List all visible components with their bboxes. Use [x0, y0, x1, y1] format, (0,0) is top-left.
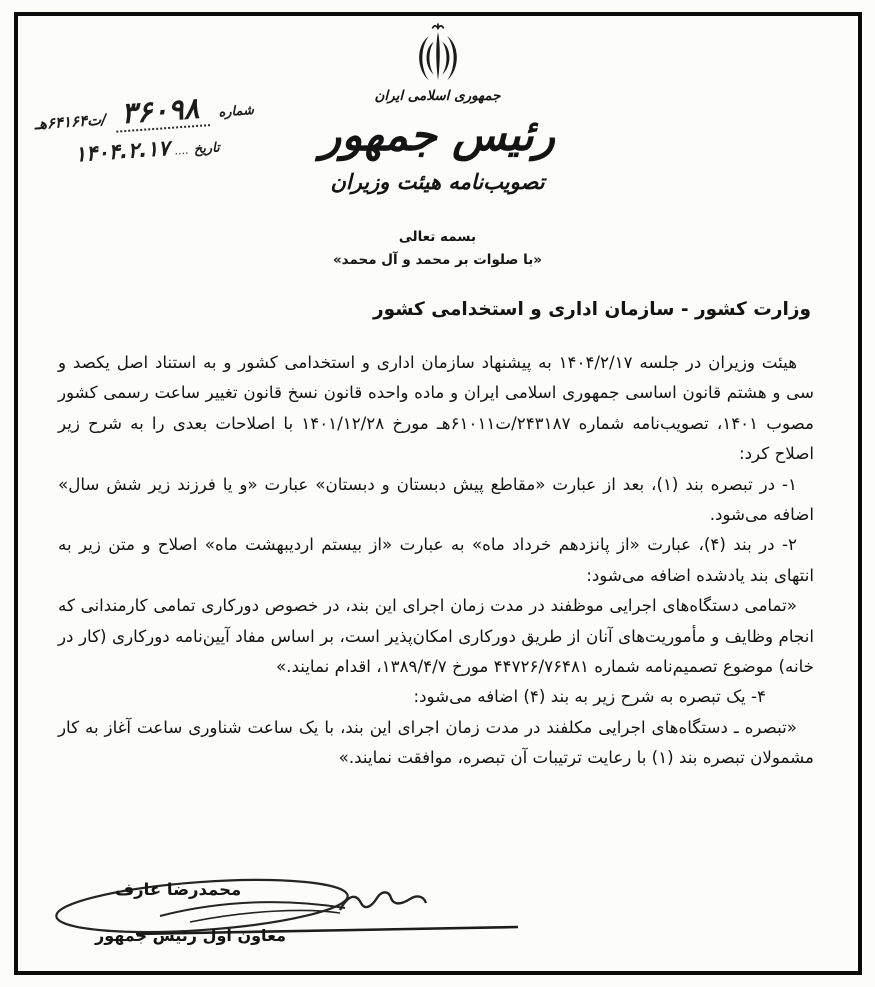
invocation-block: [0, 229, 875, 268]
date-value: ۱۴۰۴.۲.۱۷: [73, 135, 171, 167]
date-label: تاریخ: [193, 140, 221, 158]
addressee-line: وزارت کشور - سازمان اداری و استخدامی کشور: [372, 299, 811, 320]
signer-name: محمدرضا عارف: [115, 880, 242, 899]
paragraph-clause-1: ۱- در تبصره بند (۱)، بعد از عبارت «مقاطع پیش دبستان و دبستان» عبارت «و یا فرزند زیر شش سال» اضافه می‌شود.: [58, 473, 814, 525]
paragraph-clause-2: ۲- در بند (۴)، عبارت «از پانزدهم خرداد ماه» به عبارت «از بیستم اردیبهشت ماه» اصلاح و متن زیر به انتهای بند یادشده اضافه می‌شود:: [58, 534, 814, 585]
signer-title: معاون اول رئیس جمهور: [95, 926, 286, 945]
republic-label: جمهوری اسلامی ایران: [374, 88, 501, 104]
signature-block: [40, 858, 540, 976]
document-type-title: تصویب‌نامه هیئت وزیران: [330, 169, 545, 194]
date-dots: ....: [174, 143, 190, 158]
iran-emblem-icon: [409, 22, 467, 86]
paragraph-clause-4: ۴- یک تبصره به شرح زیر به بند (۴) اضافه می‌شود:: [413, 686, 766, 707]
paragraph-preamble: هیئت وزیران در جلسه ۱۴۰۴/۲/۱۷ به پیشنهاد سازمان اداری و استخدامی کشور و به استناد اصل یکصد و سی و هشتم قانون اساسی جمهوری اسلامی ایران و ماده واحده قانون نسخ قانون تغییر ساعت رسمی کشور مصوب ۱۴۰۱، تصویب‌نامه شماره ۲۴۳۱۸۷/ت۶۱۰۱۱هـ مورخ ۱۴۰۱/۱۲/۲۸ با اصلاحات بعدی را به شرح زیر اصلاح کرد:: [58, 352, 814, 464]
president-title: رئیس جمهور: [319, 110, 556, 161]
paragraph-quote-telework: «تمامی دستگاه‌های اجرایی موظفند در مدت زمان اجرای این بند، در خصوص دورکاری تمامی کارمندانی که انجام وظایف و مأموریت‌های آنان از طریق دورکاری امکان‌پذیر است، بر اساس مفاد آیین‌نامه دورکاری (کار در خانه) موضوع تصمیم‌نامه شماره ۴۴۷۲۶/۷۶۴۸۱ مورخ ۱۳۸۹/۴/۷، اقدام نمایند.»: [58, 595, 814, 677]
decree-body: [58, 347, 814, 773]
paragraph-quote-tabsereh: «تبصره ـ دستگاه‌های اجرایی مکلفند در مدت زمان اجرای این بند، با یک ساعت شناوری ساعت آغاز به کار مشمولان تبصره بند (۱) با رعایت ترتیبات آن تبصره، موافقت نمایند.»: [58, 716, 814, 768]
signature-scribble: [40, 858, 540, 976]
salawat-line: «با صلوات بر محمد و آل محمد»: [332, 252, 543, 268]
number-value: ۳۶۰۹۸: [114, 90, 210, 132]
number-suffix: /ت۶۴۱۶۴هـ: [33, 110, 108, 134]
besmeh-line: بسمه تعالی: [398, 229, 477, 245]
number-label: شماره: [217, 103, 255, 121]
